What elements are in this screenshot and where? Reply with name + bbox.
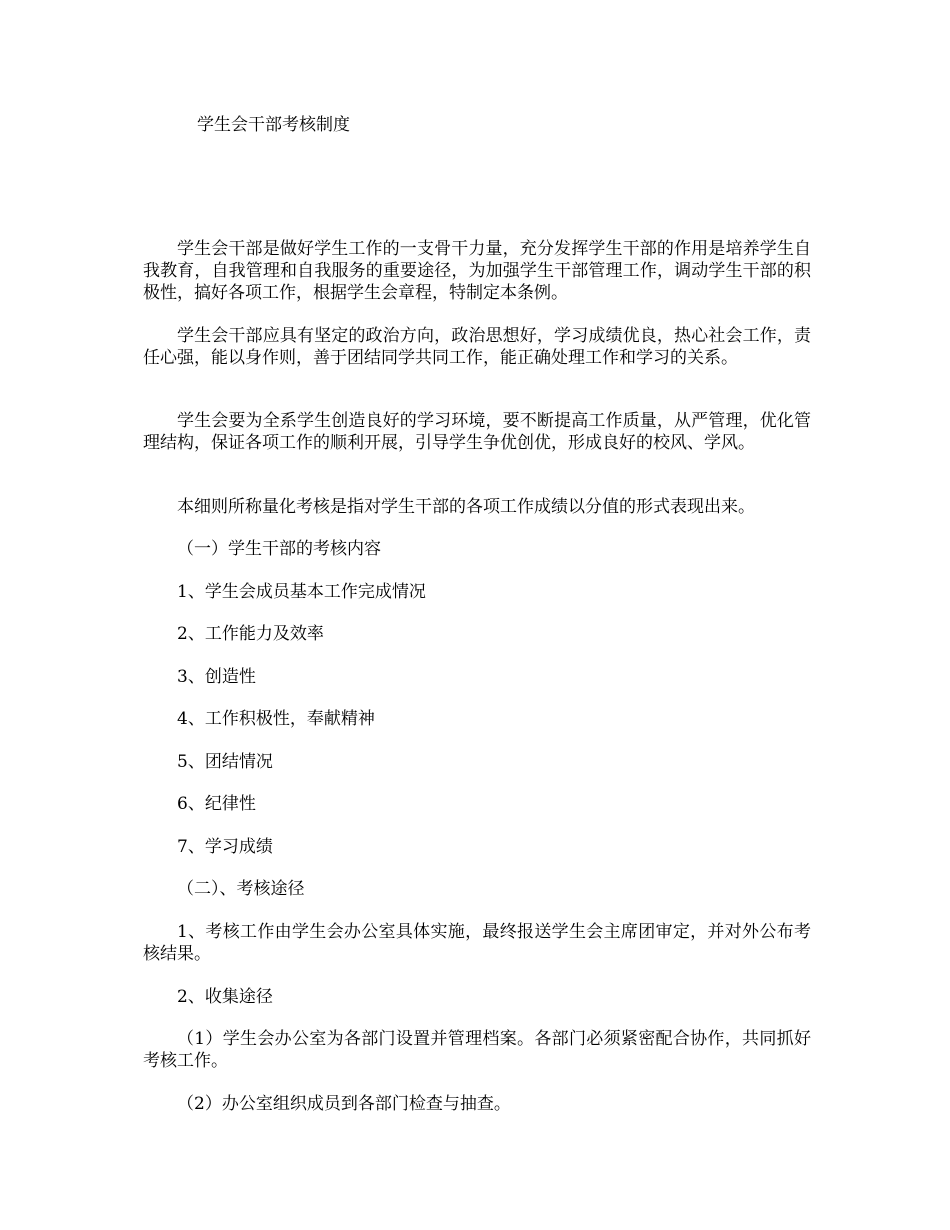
paragraph-method-2: 2、收集途径 [177, 987, 273, 1007]
section-heading-content: （一）学生干部的考核内容 [177, 539, 381, 559]
list-item: 6、纪律性 [177, 794, 256, 814]
list-item: 3、创造性 [177, 667, 256, 687]
paragraph-environment: 学生会要为全系学生创造良好的学习环境，要不断提高工作质量，从严管理，优化管理结构，保证各项工作的顺利开展，引导学生争优创优，形成良好的校风、学风。 [143, 411, 811, 453]
paragraph-method-1: 1、考核工作由学生会办公室具体实施，最终报送学生会主席团审定，并对外公布考核结果。 [143, 922, 811, 964]
list-item: 2、工作能力及效率 [177, 624, 324, 644]
paragraph-sub-1: （1）学生会办公室为各部门设置并管理档案。各部门必须紧密配合协作，共同抓好考核工作。 [143, 1029, 811, 1071]
document-title: 学生会干部考核制度 [197, 115, 350, 135]
paragraph-definition: 本细则所称量化考核是指对学生干部的各项工作成绩以分值的形式表现出来。 [177, 497, 755, 517]
paragraph-sub-2: （2）办公室组织成员到各部门检查与抽查。 [177, 1094, 511, 1114]
section-heading-methods: （二）、考核途径 [177, 879, 305, 899]
list-item: 4、工作积极性，奉献精神 [177, 709, 375, 729]
list-item: 5、团结情况 [177, 752, 273, 772]
list-item: 7、学习成绩 [177, 837, 273, 857]
paragraph-requirements: 学生会干部应具有坚定的政治方向，政治思想好，学习成绩优良，热心社会工作，责任心强，能以身作则，善于团结同学共同工作，能正确处理工作和学习的关系。 [143, 326, 811, 368]
list-item: 1、学生会成员基本工作完成情况 [177, 582, 426, 602]
paragraph-intro: 学生会干部是做好学生工作的一支骨干力量，充分发挥学生干部的作用是培养学生自我教育，自我管理和自我服务的重要途径，为加强学生干部管理工作，调动学生干部的积极性，搞好各项工作，根据学生会章程，特制定本条例。 [143, 239, 811, 303]
